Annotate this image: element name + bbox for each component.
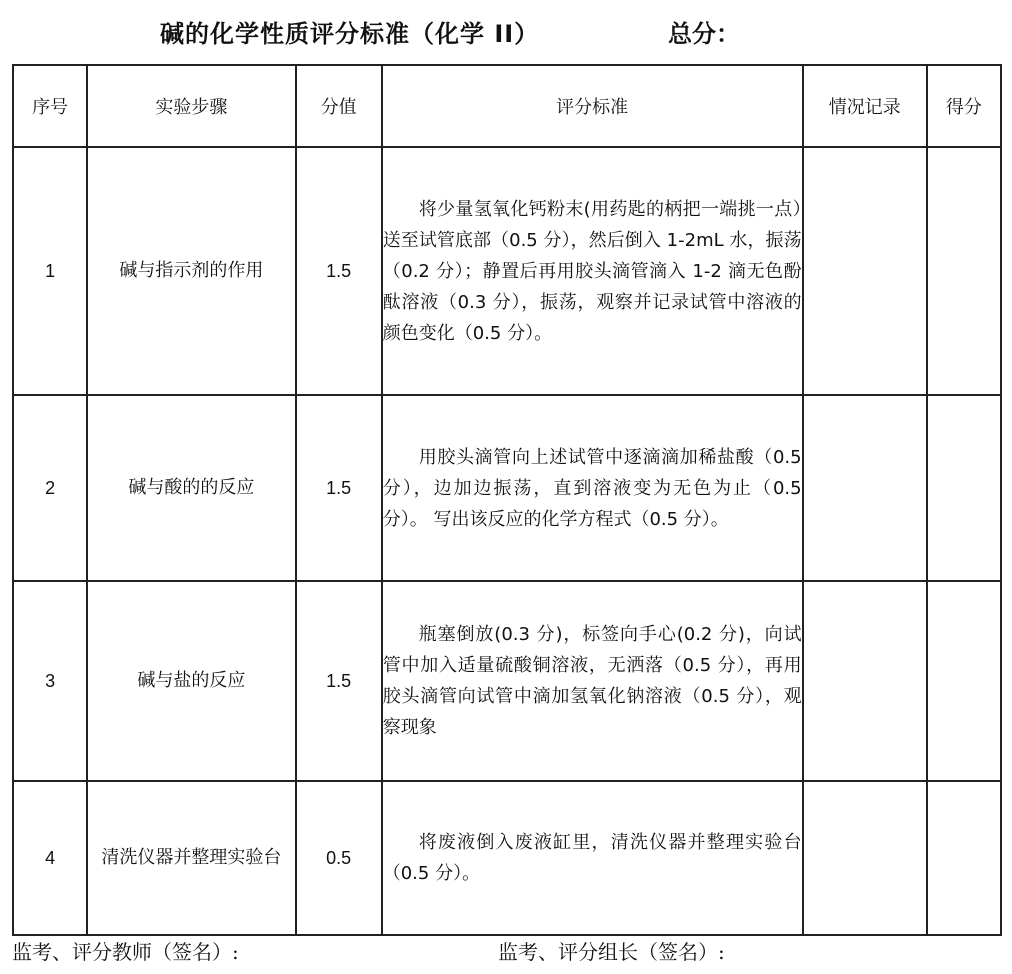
row-step: 碱与盐的反应: [87, 581, 295, 781]
table-row: [13, 147, 1001, 395]
row-score-cell[interactable]: [927, 395, 1001, 581]
column-header-score: 得分: [927, 65, 1001, 147]
row-criteria: 瓶塞倒放(0.3 分)，标签向手心(0.2 分)，向试管中加入适量硫酸铜溶液，无洒落（0.5 分），再用胶头滴管向试管中滴加氢氧化钠溶液（0.5 分），观察现象: [382, 581, 803, 781]
row-criteria: 用胶头滴管向上述试管中逐滴滴加稀盐酸（0.5 分），边加边振荡，直到溶液变为无色为止（0.5 分）。 写出该反应的化学方程式（0.5 分）。: [382, 395, 803, 581]
row-value: 1.5: [296, 147, 382, 395]
row-record-cell[interactable]: [803, 781, 927, 935]
table-row: [13, 581, 1001, 781]
page-title: 碱的化学性质评分标准（化学 II）: [160, 20, 540, 48]
scoring-table: [12, 64, 1002, 936]
row-value: 1.5: [296, 395, 382, 581]
row-score-cell[interactable]: [927, 581, 1001, 781]
row-value: 1.5: [296, 581, 382, 781]
row-number: 4: [13, 781, 87, 935]
column-header-number: 序号: [13, 65, 87, 147]
row-record-cell[interactable]: [803, 581, 927, 781]
row-step: 碱与酸的的反应: [87, 395, 295, 581]
row-number: 3: [13, 581, 87, 781]
row-record-cell[interactable]: [803, 395, 927, 581]
row-score-cell[interactable]: [927, 147, 1001, 395]
column-header-step: 实验步骤: [87, 65, 295, 147]
row-number: 1: [13, 147, 87, 395]
row-criteria: 将少量氢氧化钙粉末(用药匙的柄把一端挑一点）送至试管底部（0.5 分），然后倒入 1-2mL 水，振荡（0.2 分）；静置后再用胶头滴管滴入 1-2 滴无色酚酞溶液（0.3 分），振荡，观察并记录试管中溶液的颜色变化（0.5 分）。: [382, 147, 803, 395]
row-step: 清洗仪器并整理实验台: [87, 781, 295, 935]
column-header-value: 分值: [296, 65, 382, 147]
table-row: [13, 395, 1001, 581]
row-criteria: 将废液倒入废液缸里，清洗仪器并整理实验台（0.5 分）。: [382, 781, 803, 935]
total-score-label: 总分：: [668, 20, 740, 48]
teacher-signature-label: 监考、评分教师（签名）:: [12, 940, 239, 964]
row-step: 碱与指示剂的作用: [87, 147, 295, 395]
row-record-cell[interactable]: [803, 147, 927, 395]
column-header-criteria: 评分标准: [382, 65, 803, 147]
title-row: [0, 12, 1012, 52]
row-number: 2: [13, 395, 87, 581]
column-header-record: 情况记录: [803, 65, 927, 147]
leader-signature-label: 监考、评分组长（签名）:: [498, 940, 725, 964]
table-header-row: [13, 65, 1001, 147]
row-score-cell[interactable]: [927, 781, 1001, 935]
row-value: 0.5: [296, 781, 382, 935]
table-row: [13, 781, 1001, 935]
